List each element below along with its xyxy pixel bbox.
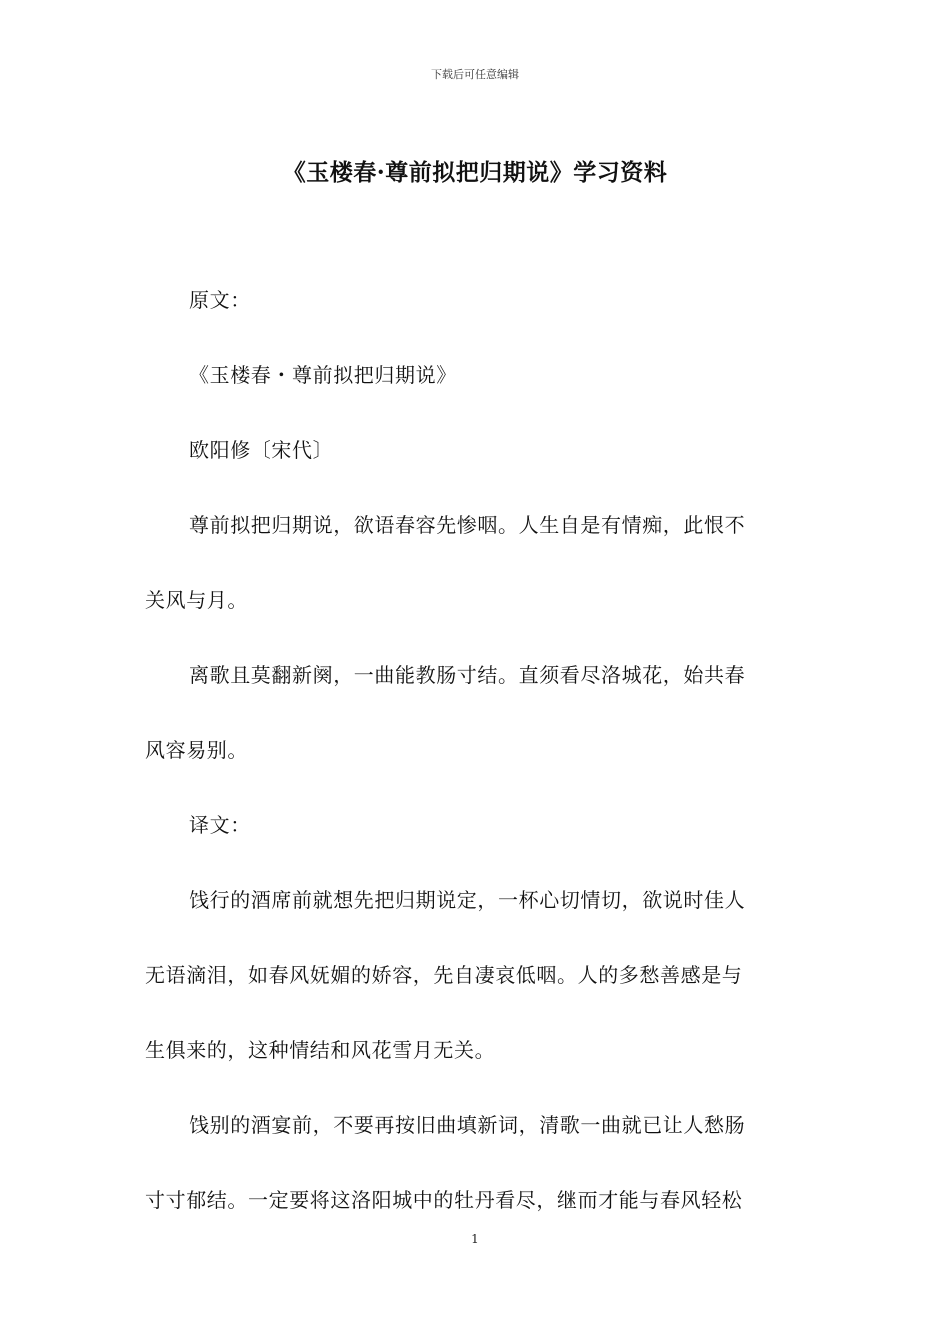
translation-line: 饯别的酒宴前，不要再按旧曲填新词，清歌一曲就已让人愁肠	[189, 1113, 746, 1137]
poem-line: 离歌且莫翻新阕，一曲能教肠寸结。直须看尽洛城花，始共春	[189, 663, 746, 687]
poem-title: 《玉楼春・尊前拟把归期说》	[189, 363, 457, 387]
header-note: 下载后可任意编辑	[431, 68, 519, 81]
translation-line: 无语滴泪，如春风妩媚的娇容，先自凄哀低咽。人的多愁善感是与	[145, 963, 743, 987]
page-number: 1	[471, 1232, 479, 1246]
poem-line: 尊前拟把归期说，欲语春容先惨咽。人生自是有情痴，此恨不	[189, 513, 746, 537]
poem-line: 风容易别。	[145, 738, 248, 762]
document-title: 《玉楼春·尊前拟把归期说》学习资料	[282, 159, 668, 186]
translation-line: 生俱来的，这种情结和风花雪月无关。	[145, 1038, 496, 1062]
poem-author: 欧阳修〔宋代〕	[189, 438, 334, 462]
translation-line: 寸寸郁结。一定要将这洛阳城中的牡丹看尽，继而才能与春风轻松	[145, 1188, 743, 1212]
section-label-original: 原文：	[189, 288, 251, 312]
translation-line: 饯行的酒席前就想先把归期说定，一杯心切情切，欲说时佳人	[189, 888, 746, 912]
section-label-translation: 译文：	[189, 813, 251, 837]
poem-line: 关风与月。	[145, 588, 248, 612]
